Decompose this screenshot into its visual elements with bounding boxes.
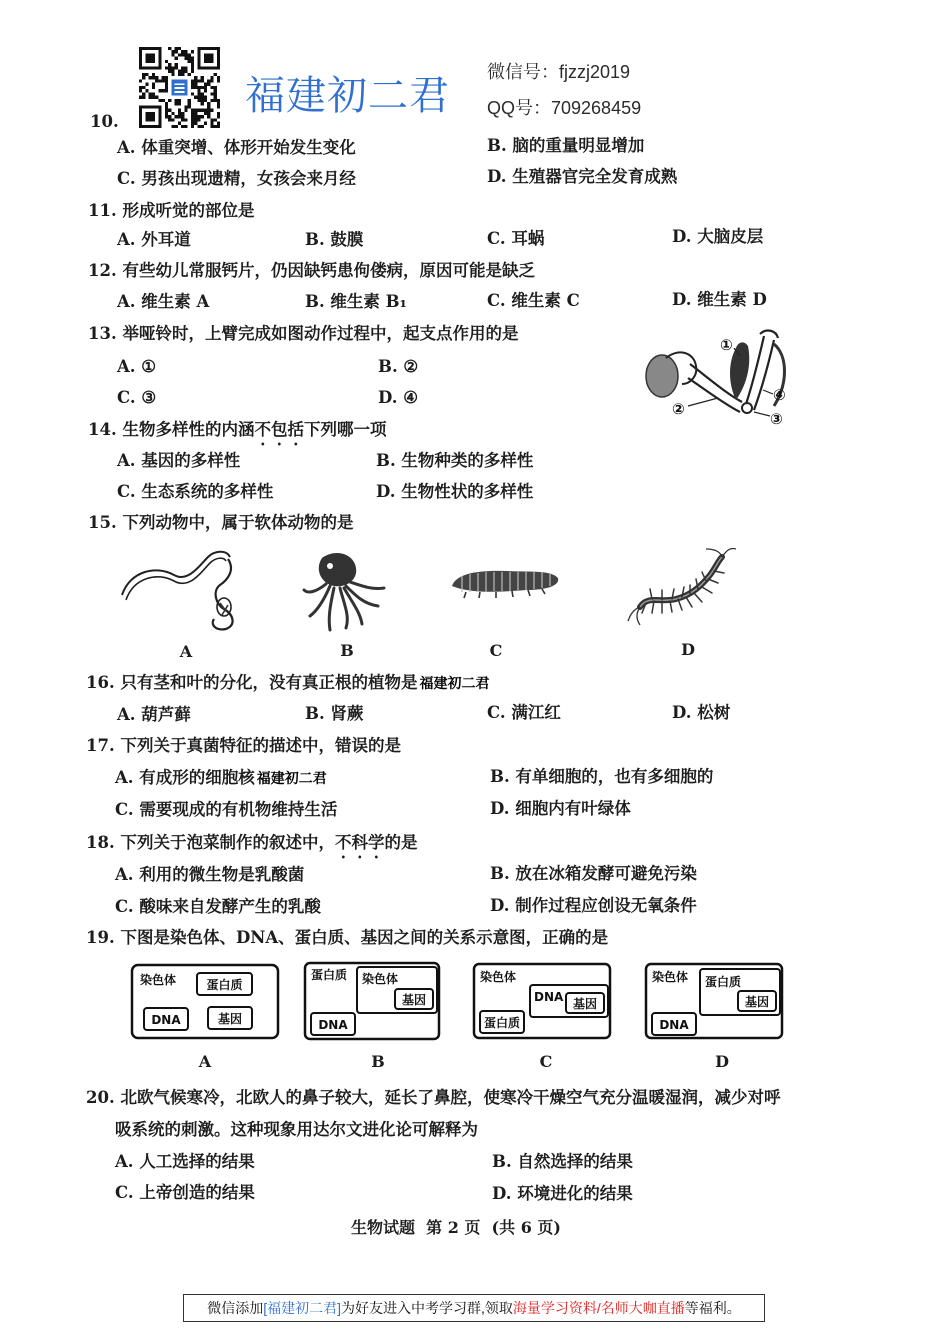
- q19-label-d: D: [715, 1052, 729, 1071]
- diagram-c-box3-label: 蛋白质: [483, 1016, 521, 1030]
- q12-option-b: B. 维生素 B₁: [305, 292, 407, 311]
- q11-option-b: B. 鼓膜: [305, 230, 364, 249]
- arm-label-4: ④: [773, 386, 786, 404]
- q14-stem: [88, 420, 386, 449]
- q18-option-c: C. 酸味来自发酵产生的乳酸: [115, 897, 321, 916]
- q19-stem: 19. 下图是染色体、DNA、蛋白质、基因之间的关系示意图，正确的是: [86, 928, 609, 947]
- q16-option-a: A. 葫芦藓: [117, 705, 191, 724]
- q13-option-b: B. ②: [378, 357, 419, 376]
- q13-option-c: C. ③: [117, 388, 157, 407]
- diagram-a-box2-label: DNA: [151, 1013, 181, 1027]
- q11-option-c: C. 耳蜗: [487, 229, 545, 248]
- q20-option-b: B. 自然选择的结果: [492, 1152, 633, 1171]
- q10-number: 10.: [90, 112, 119, 131]
- banner-text-1: 微信添加: [207, 1300, 264, 1316]
- q18-stem-prefix: 18. 下列关于泡菜制作的叙述中，: [86, 833, 335, 852]
- q14-option-d: D. 生物性状的多样性: [376, 482, 534, 501]
- q11-stem: 11. 形成听觉的部位是: [88, 201, 255, 220]
- animal-b-figure: [300, 550, 390, 634]
- promo-banner: [183, 1294, 765, 1322]
- q19-diagram-c: [472, 961, 614, 1043]
- page-footer: 生物试题 第 2 页 (共 6 页): [351, 1218, 561, 1237]
- q13-option-d: D. ④: [378, 388, 419, 407]
- q12-option-a: A. 维生素 A: [117, 292, 210, 311]
- q10-option-d: D. 生殖器官完全发育成熟: [487, 167, 678, 186]
- qr-code: [139, 47, 220, 128]
- q19-diagram-a: [130, 962, 282, 1042]
- q17-option-c: C. 需要现成的有机物维持生活: [115, 800, 338, 819]
- diagram-d-box2-label: 基因: [744, 995, 770, 1009]
- q18-stem-suffix: 的是: [384, 833, 418, 852]
- q19-label-b: B: [371, 1052, 385, 1071]
- q12-stem: 12. 有些幼儿常服钙片，仍因缺钙患佝偻病，原因可能是缺乏: [88, 261, 535, 280]
- banner-text-3: 等福利。: [684, 1300, 741, 1316]
- q16-watermark: 福建初二君: [419, 676, 490, 692]
- q10-option-a: A. 体重突增、体形开始发生变化: [117, 138, 356, 157]
- arm-label-1: ①: [720, 336, 733, 354]
- q13-stem: 13. 举哑铃时，上臂完成如图动作过程中，起支点作用的是: [88, 324, 519, 343]
- arm-figure: [636, 326, 796, 430]
- q17-option-a: [115, 768, 327, 789]
- q14-option-c: C. 生态系统的多样性: [117, 482, 274, 501]
- q17-option-a-text: A. 有成形的细胞核: [115, 768, 255, 787]
- q14-stem-suffix: 下列哪一项: [303, 420, 387, 439]
- q19-label-a: A: [198, 1052, 212, 1071]
- diagram-b-box1-label: 染色体: [362, 972, 399, 986]
- banner-account-name: [福建初二君]: [263, 1300, 341, 1316]
- diagram-a-box1-label: 蛋白质: [206, 978, 243, 992]
- q12-option-d: D. 维生素 D: [672, 290, 767, 309]
- animal-c-figure: [446, 562, 564, 604]
- q16-option-d: D. 松树: [672, 703, 731, 722]
- q15-label-a: A: [179, 642, 193, 661]
- q17-option-d: D. 细胞内有叶绿体: [490, 799, 631, 818]
- diagram-a-outer-label: 染色体: [140, 973, 177, 987]
- q15-label-b: B: [340, 641, 354, 660]
- diagram-c-box1-label: DNA: [534, 990, 564, 1004]
- q15-label-c: C: [489, 641, 503, 660]
- q19-diagram-d: [644, 961, 786, 1043]
- banner-text-2: 为好友进入中考学习群,领取: [341, 1300, 513, 1316]
- wechat-id: 微信号：fjzzj2019: [487, 62, 631, 82]
- banner-highlight: 海量学习资料/名师大咖直播: [512, 1300, 685, 1316]
- q10-option-c: C. 男孩出现遗精，女孩会来月经: [117, 169, 356, 188]
- q16-option-c: C. 满江红: [487, 703, 561, 722]
- diagram-b-outer-label: 蛋白质: [311, 968, 348, 982]
- q18-option-b: B. 放在冰箱发酵可避免污染: [490, 864, 697, 883]
- q14-option-a: A. 基因的多样性: [117, 451, 241, 470]
- dumbbell-shape: [646, 355, 678, 397]
- diagram-b-box3-label: DNA: [318, 1018, 348, 1032]
- q17-stem: 17. 下列关于真菌特征的描述中，错误的是: [86, 736, 401, 755]
- q11-option-a: A. 外耳道: [117, 230, 191, 249]
- q20-option-c: C. 上帝创造的结果: [115, 1183, 255, 1202]
- q20-stem-line2: 吸系统的刺激。这种现象用达尔文进化论可解释为: [115, 1120, 478, 1139]
- q18-stem-emphasis: 不科学: [334, 833, 385, 852]
- q15-label-d: D: [681, 640, 695, 659]
- animal-a-figure: [116, 545, 244, 633]
- q16-stem-text: 16. 只有茎和叶的分化，没有真正根的植物是: [86, 673, 418, 692]
- arm-label-2: ②: [672, 400, 685, 418]
- q16-stem: [86, 673, 489, 694]
- diagram-c-outer-label: 染色体: [480, 970, 517, 984]
- q18-option-a: A. 利用的微生物是乳酸菌: [115, 865, 305, 884]
- q12-option-c: C. 维生素 C: [487, 291, 580, 310]
- q20-option-a: A. 人工选择的结果: [115, 1152, 255, 1171]
- qq-number: QQ号：709268459: [487, 98, 642, 118]
- diagram-a-box3-label: 基因: [217, 1012, 243, 1026]
- q20-option-d: D. 环境进化的结果: [492, 1184, 633, 1203]
- elbow-joint: [742, 403, 752, 413]
- q18-option-d: D. 制作过程应创设无氧条件: [490, 896, 697, 915]
- q11-option-d: D. 大脑皮层: [672, 227, 764, 246]
- q18-stem: [86, 833, 417, 862]
- arm-label-3: ③: [770, 410, 783, 428]
- brand-title: 福建初二君: [245, 73, 450, 119]
- diagram-d-outer-label: 染色体: [652, 970, 689, 984]
- q10-option-b: B. 脑的重量明显增加: [487, 136, 645, 155]
- diagram-b-box2-label: 基因: [401, 993, 427, 1007]
- q17-option-b: B. 有单细胞的，也有多细胞的: [490, 767, 714, 786]
- q14-stem-prefix: 14. 生物多样性的内涵: [88, 420, 255, 439]
- diagram-d-box1-label: 蛋白质: [705, 975, 742, 989]
- q13-option-a: A. ①: [117, 357, 157, 376]
- q16-option-b: B. 肾蕨: [305, 704, 364, 723]
- animal-d-figure: [626, 545, 738, 629]
- diagram-d-box3-label: DNA: [659, 1018, 689, 1032]
- q15-stem: 15. 下列动物中，属于软体动物的是: [88, 513, 354, 532]
- q14-stem-emphasis: 不包括: [254, 420, 304, 439]
- q14-option-b: B. 生物种类的多样性: [376, 451, 534, 470]
- q19-diagram-b: [303, 961, 443, 1043]
- q19-label-c: C: [539, 1052, 553, 1071]
- q17-watermark: 福建初二君: [256, 771, 327, 787]
- diagram-c-box2-label: 基因: [572, 997, 598, 1011]
- q20-stem-line1: 20. 北欧气候寒冷，北欧人的鼻子较大，延长了鼻腔，使寒冷干燥空气充分温暖湿润，减少对呼: [86, 1088, 781, 1107]
- biceps-muscle: [730, 342, 749, 400]
